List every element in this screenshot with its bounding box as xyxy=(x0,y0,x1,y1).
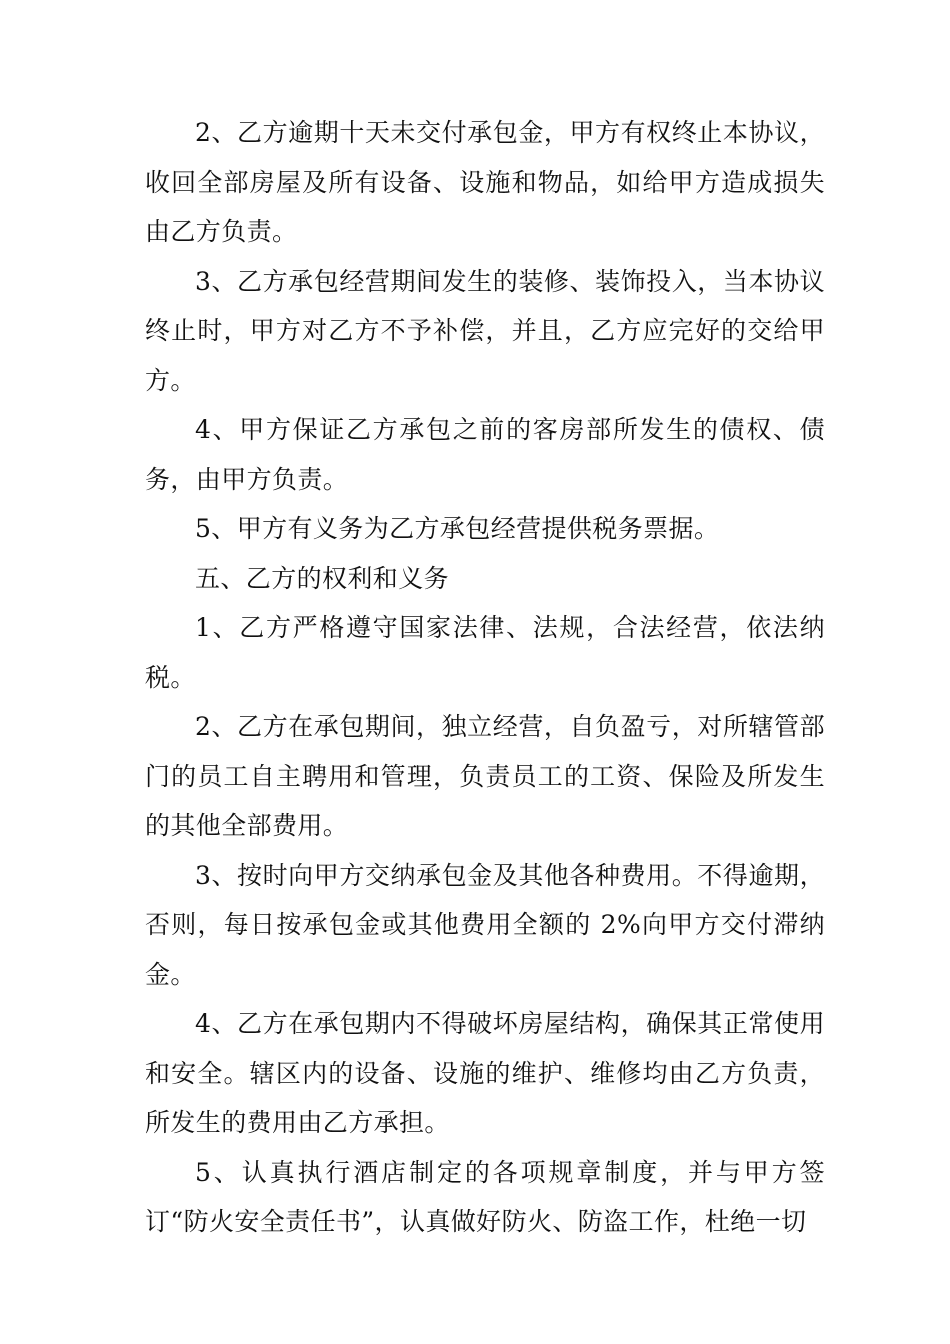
paragraph-1: 2、乙方逾期十天未交付承包金，甲方有权终止本协议，收回全部房屋及所有设备、设施和物品，如给甲方造成损失由乙方负责。 xyxy=(145,118,825,246)
paragraph-3: 4、甲方保证乙方承包之前的客房部所发生的债权、债务，由甲方负责。 xyxy=(145,415,825,494)
paragraph-8: 4、乙方在承包期内不得破坏房屋结构，确保其正常使用和安全。辖区内的设备、设施的维护、维修均由乙方负责，所发生的费用由乙方承担。 xyxy=(145,1009,825,1137)
paragraph-6: 2、乙方在承包期间，独立经营，自负盈亏，对所辖管部门的员工自主聘用和管理，负责员工的工资、保险及所发生的其他全部费用。 xyxy=(145,712,825,840)
document-body xyxy=(145,108,825,1247)
paragraph-2: 3、乙方承包经营期间发生的装修、装饰投入，当本协议终止时，甲方对乙方不予补偿，并且，乙方应完好的交给甲方。 xyxy=(145,266,825,395)
paragraph-4: 5、甲方有义务为乙方承包经营提供税务票据。 xyxy=(195,514,720,543)
paragraph-9: 5、认真执行酒店制定的各项规章制度，并与甲方签订“防火安全责任书”，认真做好防火、防盗工作，杜绝一切 xyxy=(145,1157,825,1236)
paragraph-7: 3、按时向甲方交纳承包金及其他各种费用。不得逾期，否则，每日按承包金或其他费用全额的 2%向甲方交付滞纳金。 xyxy=(145,860,825,989)
paragraph-5: 1、乙方严格遵守国家法律、法规，合法经营，依法纳税。 xyxy=(145,613,825,692)
section-heading: 五、乙方的权利和义务 xyxy=(195,563,450,593)
